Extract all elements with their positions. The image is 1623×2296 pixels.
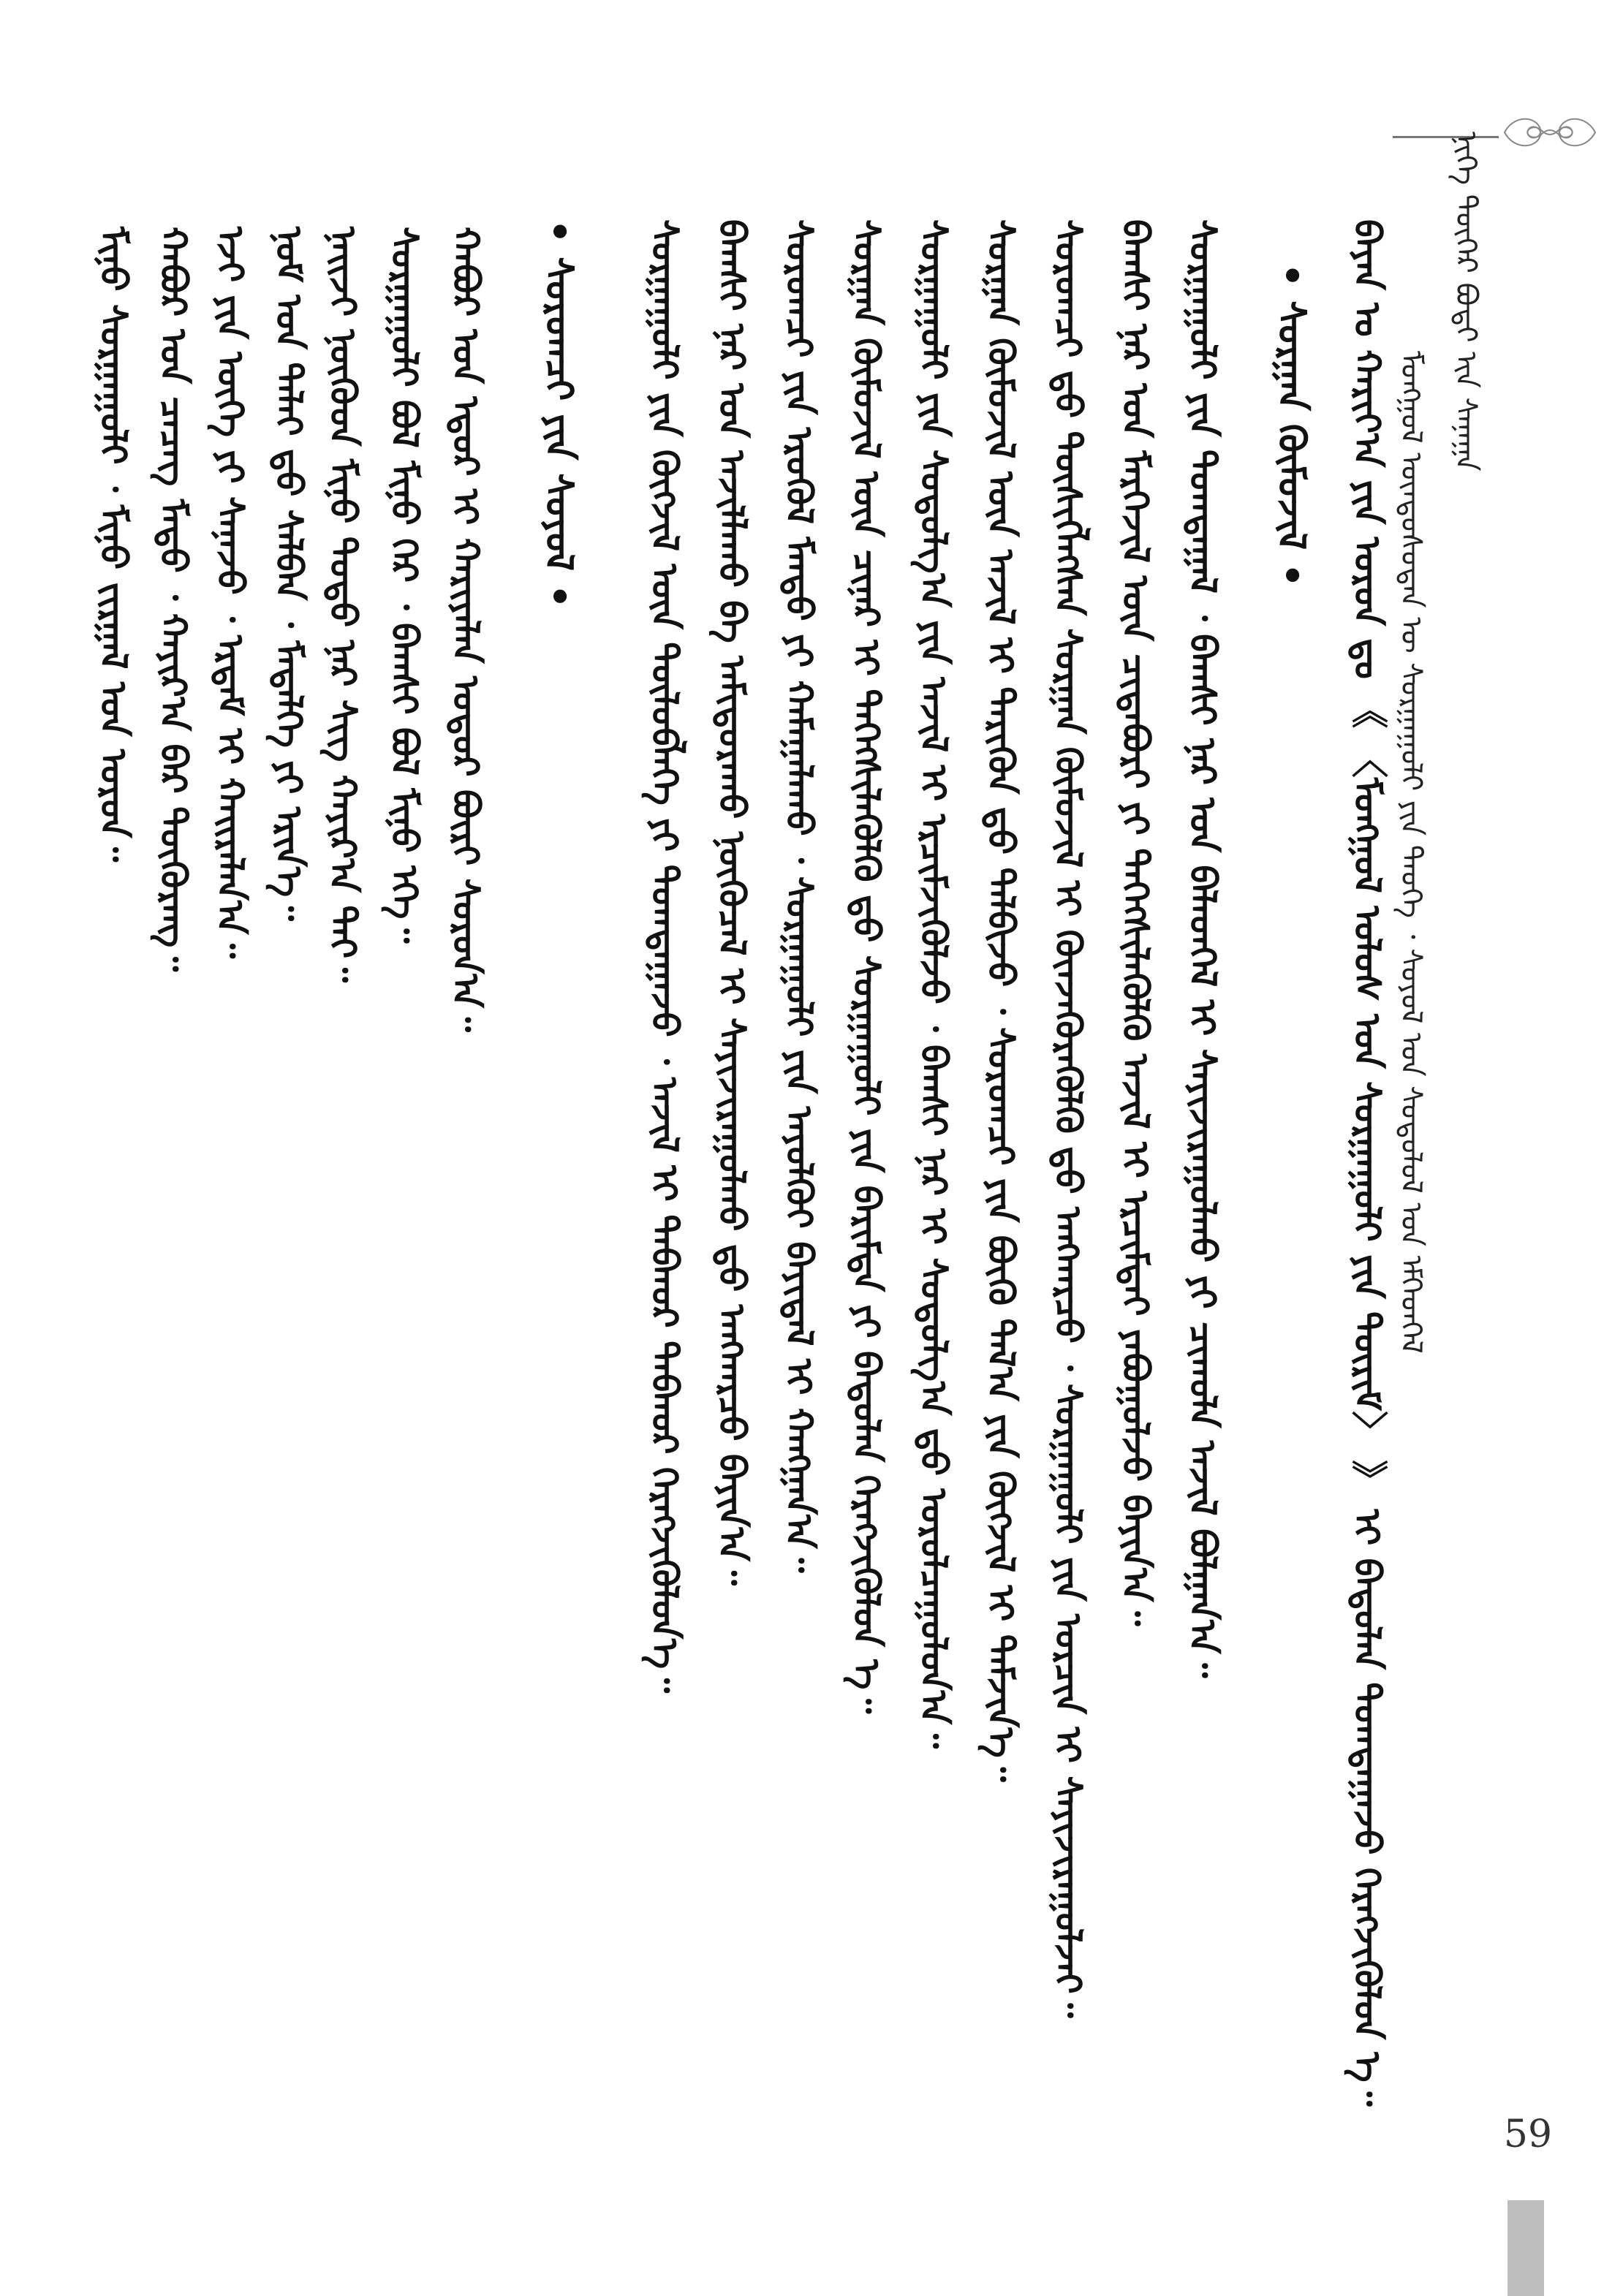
body-line: ᠰᠤᠷᠭᠠᠨ ᠬᠦᠮᠦᠵᠢᠯ ᠦᠨ ᠠᠵᠢᠯ ᠢ ᠲᠡᠷᠢᠭᠦᠨ ᠳ᠋ᠤ ᠲᠠᠯᠪᠢᠵᠤ ᠂ ᠰᠤᠷᠤᠭᠴᠢ ᠶᠢᠨ ᠪᠦᠬᠦ ᠲᠠᠯ᠎ᠠ ᠶᠢᠨ ᠬᠦᠭᠵᠢᠯ ᠢ ᠳᠡᠮᠵᠢᠨ᠎ᠡ᠃ (980, 219, 1022, 1782)
page-number: 59 (1503, 2113, 1553, 2156)
scroll-ornament-icon (1499, 110, 1601, 155)
poem-line: ᠡᠵᠢ ᠶᠢᠨ ᠦᠭᠡ ᠶᠢ ᠰᠠᠨᠠᠵᠤ ᠂ ᠡᠷᠳᠡᠮ ᠢ ᠬᠠᠢᠷᠠᠯᠠᠨ᠎ᠠ᠃ (209, 227, 251, 959)
body-line: ᠰᠤᠷᠭᠠᠭᠤᠯᠢ ᠶᠢᠨ ᠲᠣᠭᠲᠠᠭᠠᠯ ᠂ ᠪᠠᠭᠰᠢ ᠨᠠᠷ ᠤᠨ ᠪᠡᠯᠡᠳᠬᠡᠯ ᠢ ᠰᠠᠶᠢᠵᠢᠷᠠᠭᠤᠯᠬᠤ ᠶᠢ ᠴᠢᠬᠤᠯᠠ ᠠᠵᠢᠯ ᠪᠣᠯᠭᠠᠨ᠎ᠠ᠃ (1181, 219, 1224, 1678)
body-line: ᠰᠤᠷᠭᠠᠭᠤᠯᠢ ᠶᠢᠨ ᠰᠤᠳᠤᠯᠭ᠎ᠠ ᠶᠢᠨ ᠠᠵᠢᠯ ᠢ ᠡᠷᠴᠢᠮᠵᠢᠭᠦᠯᠵᠦ ᠂ ᠪᠠᠭᠰᠢ ᠨᠠᠷ ᠢ ᠰᠤᠳᠤᠯᠭ᠎ᠠ ᠳ᠋ᠤ ᠣᠷᠣᠯᠴᠠᠭᠤᠯᠤᠨ᠎ᠠ᠃ (912, 219, 955, 1748)
body-line: ᠪᠠᠭᠰᠢ ᠨᠠᠷ ᠤᠨ ᠮᠡᠷᠭᠡᠵᠢᠯ ᠦᠨ ᠴᠢᠳᠠᠪᠤᠷᠢ ᠶᠢ ᠳᠡᠭᠡᠭᠰᠢᠯᠡᠭᠦᠯᠬᠦ ᠠᠵᠢᠯ ᠢ ᠡᠷᠴᠢᠮᠲᠡᠢ ᠶᠠᠪᠤᠭᠤᠯᠵᠤ ᠪᠠᠶᠢᠨ᠎ᠠ᠃ (1114, 219, 1157, 1626)
poem-line: ᠮᠢᠨᠤ ᠰᠤᠷᠭᠠᠭᠤᠯᠢ ᠂ ᠮᠢᠨᠤ ᠵᠢᠷᠭᠠᠯ ᠤᠨ ᠣᠷᠣᠨ᠃ (92, 227, 135, 863)
running-head-secondary: ᠨᠢᠭᠡ ᠳᠦᠭᠡᠷ ᠪᠣᠳᠢ ᠎ᠢᠨ ᠰᠠᠨᠠᠭᠠ (1449, 132, 1483, 471)
poem-line: ᠨᠠᠢᠵᠢ ᠨᠥᠬᠦᠳ ᠮᠢᠨᠤ ᠳᠤᠲᠤ ᠨᠠᠷ ᠰᠢᠭ ᠬᠠᠶᠢᠷ᠎ᠠ ᠲᠠᠢ᠃ (322, 227, 364, 983)
poem-line: ᠨᠣᠮ ᠤᠨ ᠳᠠᠯᠠᠢ ᠳ᠋ᠤ ᠰᠡᠯᠪᠡᠨ ᠂ ᠮᠡᠳᠡᠯᠭᠡ ᠶᠢ ᠡᠷᠢᠨ᠎ᠡ᠃ (268, 227, 310, 921)
poem-line: ᠬᠠᠪᠤᠷ ᠤᠨ ᠡᠳᠦᠷ ᠢ ᠬᠠᠷᠢᠶᠠᠯᠠᠨ ᠤᠳᠤᠷ ᠪᠦᠷᠢ ᠰᠤᠷᠤᠨ᠎ᠠ᠃ (444, 227, 487, 1032)
poem-line: ᠰᠤᠷᠭᠠᠭᠤᠯᠢ ᠪᠣᠯ ᠮᠢᠨᠤ ᠭᠡᠷ ᠂ ᠪᠠᠭᠰᠢ ᠪᠣᠯ ᠮᠢᠨᠤ ᠡᠬᠡ᠃ (383, 227, 425, 944)
body-line: ᠰᠤᠷᠤᠭᠴᠢ ᠳ᠋ᠤ ᠲᠦᠰᠢᠭᠯᠡᠭᠰᠡᠨ ᠰᠤᠷᠭᠠᠨ ᠬᠦᠮᠦᠵᠢᠯ ᠢ ᠭᠦᠨᠵᠡᠭᠦᠷᠡᠭᠦᠯᠬᠦ ᠳ᠋ᠤ ᠠᠩᠬᠠᠷᠴᠤ ᠂ ᠰᠤᠷᠭᠠᠭᠤᠯᠢ ᠶᠢᠨ ᠣᠷᠴᠢᠨ ᠢ ᠰᠠᠶᠢᠵᠢᠷᠠᠭᠤᠯᠵᠠᠢ᠃ (1047, 219, 1089, 2018)
running-head: ᠮᠣᠩᠭᠣᠯ ᠦᠨᠳᠦᠰᠦᠲᠡᠨ ᠦ ᠰᠤᠷᠭᠠᠭᠤᠯᠢ ᠶᠢᠨ ᠲᠡᠦᠬᠡ ᠂ ᠰᠣᠶᠣᠯ ᠤᠨ ᠰᠤᠳᠤᠯᠤᠯ ᠤᠨ ᠡᠮᠬᠡᠳᠬᠡᠯ (1394, 351, 1428, 1354)
body-line: ᠰᠤᠷᠤᠭᠴᠢ ᠶᠢᠨ ᠡᠷᠦᠭᠦᠯ ᠮᠡᠨᠳᠦ ᠶᠢ ᠬᠠᠮᠠᠭᠠᠯᠠᠬᠤ ᠂ ᠰᠤᠷᠭᠠᠭᠤᠯᠢ ᠶᠢᠨ ᠠᠶᠤᠯᠭᠦᠢ ᠪᠠᠶᠢᠳᠠᠯ ᠢ ᠬᠠᠩᠭᠠᠨ᠎ᠠ᠃ (778, 219, 820, 1573)
body-line: ᠪᠠᠶᠠᠨ ᠤ ᠬᠠᠷᠢᠶ᠎ᠠ ᠶᠢᠨ ᠣᠷᠣᠨ ᠳᠤ 《 〈ᠮᠣᠩᠭᠣᠯ ᠤᠯᠤᠰ ᠤᠨ ᠰᠤᠷᠭᠠᠭᠤᠯᠢ ᠶᠢᠨ ᠳᠦᠷᠢᠮ〉 》 ᠢ ᠪᠠᠲᠤᠯᠠᠨ ᠲᠣᠭᠲᠠᠭᠠᠵᠤ ᠬᠡᠷᠡᠭᠵᠢᠭᠦᠯᠦᠨ ᠡ᠃ (1346, 219, 1388, 2107)
body-line: ᠰᠤᠷᠭᠠᠨ ᠬᠦᠮᠦᠵᠢᠯ ᠦᠨ ᠴᠢᠨᠠᠷ ᠢ ᠳᠡᠭᠡᠭᠰᠢᠯᠡᠭᠦᠯᠬᠦ ᠳ᠋ᠤ ᠰᠤᠷᠭᠠᠭᠤᠯᠢ ᠶᠢᠨ ᠪᠠᠷᠢᠮᠲᠠ ᠶᠢ ᠪᠠᠲᠤᠯᠠᠨ ᠬᠡᠷᠡᠭᠵᠢᠭᠦᠯᠦᠨ ᠡ᠃ (845, 219, 888, 1714)
body-line: ᠰᠤᠷᠭᠠᠭᠤᠯᠢ ᠶᠢᠨ ᠬᠦᠭᠵᠢᠯ ᠦᠨ ᠲᠥᠯᠥᠪᠯᠡᠭᠡ ᠶᠢ ᠲᠣᠭᠲᠠᠭᠠᠵᠤ ᠂ ᠠᠵᠢᠯ ᠢ ᠳᠠᠪᠬᠤᠷ ᠳᠠᠪᠬᠤᠷ ᠬᠡᠷᠡᠭᠵᠢᠭᠦᠯᠦᠨ᠎ᠡ᠃ (643, 219, 686, 1694)
body-line: ᠪᠠᠭᠰᠢ ᠨᠠᠷ ᠤᠨ ᠠᠵᠢᠯᠯᠠᠬᠤ ᠪᠠ ᠠᠮᠢᠳᠤᠷᠠᠬᠤ ᠨᠥᠬᠦᠴᠡᠯ ᠢ ᠰᠠᠶᠢᠵᠢᠷᠠᠭᠤᠯᠬᠤ ᠳ᠋ᠤ ᠠᠩᠬᠠᠷᠴᠤ ᠪᠠᠶᠢᠨ᠎ᠠ᠃ (711, 219, 753, 1585)
section-heading: • ᠰᠤᠷᠭᠠᠨ ᠬᠦᠮᠦᠵᠢᠯ • (1269, 263, 1313, 588)
poem-line: ᠬᠠᠪᠤᠷ ᠤᠨ ᠴᠡᠴᠡᠭ ᠮᠡᠲᠦ ᠂ ᠬᠠᠶᠢᠷ᠎ᠠ ᠪᠠᠷ ᠳᠦᠭᠦᠷᠡᠩ᠃ (152, 227, 194, 972)
ornament-rule (1393, 136, 1499, 138)
section-heading: • ᠰᠤᠷᠤᠭᠴᠢ ᠶᠢᠨ ᠰᠣᠶᠣᠯ • (537, 219, 580, 609)
page-edge-bar (1507, 2200, 1544, 2296)
